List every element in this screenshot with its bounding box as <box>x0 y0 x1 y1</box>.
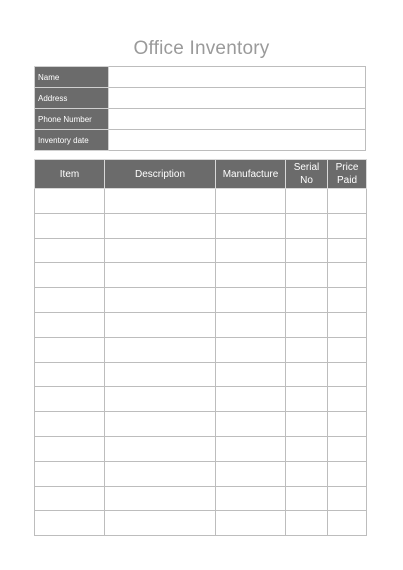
table-row <box>35 412 367 437</box>
serial-no-cell[interactable] <box>286 189 328 214</box>
info-label-inventory-date: Inventory date <box>35 130 109 151</box>
description-cell[interactable] <box>105 511 216 536</box>
info-table <box>34 66 366 151</box>
description-cell[interactable] <box>105 312 216 337</box>
column-header-item <box>35 160 105 189</box>
description-cell[interactable] <box>105 189 216 214</box>
column-header-serial-text-2: No <box>300 175 313 186</box>
table-row <box>35 436 367 461</box>
column-header-description <box>105 160 216 189</box>
column-header-serial-text: Serial <box>293 162 320 173</box>
page-title: Office Inventory <box>133 38 270 59</box>
item-cell[interactable] <box>35 362 105 387</box>
price-paid-cell[interactable] <box>328 337 367 362</box>
table-row <box>35 387 367 412</box>
manufacture-cell[interactable] <box>216 337 286 362</box>
manufacture-cell[interactable] <box>216 362 286 387</box>
price-paid-cell[interactable] <box>328 387 367 412</box>
item-cell[interactable] <box>35 312 105 337</box>
serial-no-cell[interactable] <box>286 436 328 461</box>
item-cell[interactable] <box>35 486 105 511</box>
name-field[interactable] <box>109 67 366 88</box>
price-paid-cell[interactable] <box>328 511 367 536</box>
serial-no-cell[interactable] <box>286 288 328 313</box>
inventory-header-row <box>35 160 367 189</box>
manufacture-cell[interactable] <box>216 213 286 238</box>
manufacture-cell[interactable] <box>216 486 286 511</box>
item-cell[interactable] <box>35 213 105 238</box>
phone-number-field[interactable] <box>109 109 366 130</box>
item-cell[interactable] <box>35 238 105 263</box>
table-row <box>35 337 367 362</box>
manufacture-cell[interactable] <box>216 436 286 461</box>
item-cell[interactable] <box>35 436 105 461</box>
description-cell[interactable] <box>105 387 216 412</box>
table-row <box>35 461 367 486</box>
price-paid-cell[interactable] <box>328 213 367 238</box>
serial-no-cell[interactable] <box>286 238 328 263</box>
info-label-name: Name <box>35 67 109 88</box>
price-paid-cell[interactable] <box>328 312 367 337</box>
column-header-manufacture <box>216 160 286 189</box>
manufacture-cell[interactable] <box>216 263 286 288</box>
column-header-manufacture-text: Manufacture <box>222 168 279 180</box>
description-cell[interactable] <box>105 436 216 461</box>
info-row-phone <box>35 109 366 130</box>
manufacture-cell[interactable] <box>216 387 286 412</box>
table-row <box>35 312 367 337</box>
info-row-address <box>35 88 366 109</box>
column-header-price-text: Price <box>335 162 359 173</box>
price-paid-cell[interactable] <box>328 412 367 437</box>
description-cell[interactable] <box>105 486 216 511</box>
item-cell[interactable] <box>35 461 105 486</box>
item-cell[interactable] <box>35 412 105 437</box>
column-header-description-text: Description <box>134 168 186 180</box>
serial-no-cell[interactable] <box>286 387 328 412</box>
description-cell[interactable] <box>105 461 216 486</box>
info-row-inventory-date <box>35 130 366 151</box>
serial-no-cell[interactable] <box>286 337 328 362</box>
item-cell[interactable] <box>35 511 105 536</box>
table-row <box>35 486 367 511</box>
price-paid-cell[interactable] <box>328 486 367 511</box>
manufacture-cell[interactable] <box>216 238 286 263</box>
price-paid-cell[interactable] <box>328 189 367 214</box>
column-header-price-text-2: Paid <box>336 175 357 186</box>
table-row <box>35 213 367 238</box>
item-cell[interactable] <box>35 387 105 412</box>
item-cell[interactable] <box>35 263 105 288</box>
item-cell[interactable] <box>35 189 105 214</box>
info-label-address: Address <box>35 88 109 109</box>
info-label-phone: Phone Number <box>35 109 109 130</box>
serial-no-cell[interactable] <box>286 362 328 387</box>
manufacture-cell[interactable] <box>216 511 286 536</box>
serial-no-cell[interactable] <box>286 461 328 486</box>
serial-no-cell[interactable] <box>286 312 328 337</box>
table-row <box>35 288 367 313</box>
description-cell[interactable] <box>105 362 216 387</box>
manufacture-cell[interactable] <box>216 189 286 214</box>
manufacture-cell[interactable] <box>216 288 286 313</box>
description-cell[interactable] <box>105 263 216 288</box>
serial-no-cell[interactable] <box>286 263 328 288</box>
description-cell[interactable] <box>105 337 216 362</box>
description-cell[interactable] <box>105 288 216 313</box>
item-cell[interactable] <box>35 288 105 313</box>
serial-no-cell[interactable] <box>286 486 328 511</box>
inventory-table <box>34 159 367 536</box>
table-row <box>35 238 367 263</box>
manufacture-cell[interactable] <box>216 412 286 437</box>
description-cell[interactable] <box>105 213 216 238</box>
price-paid-cell[interactable] <box>328 288 367 313</box>
item-cell[interactable] <box>35 337 105 362</box>
column-header-price-paid <box>328 160 367 189</box>
price-paid-cell[interactable] <box>328 461 367 486</box>
price-paid-cell[interactable] <box>328 436 367 461</box>
info-row-name <box>35 67 366 88</box>
column-header-serial-no <box>286 160 328 189</box>
inventory-date-field[interactable] <box>109 130 366 151</box>
serial-no-cell[interactable] <box>286 511 328 536</box>
description-cell[interactable] <box>105 238 216 263</box>
description-cell[interactable] <box>105 412 216 437</box>
manufacture-cell[interactable] <box>216 461 286 486</box>
serial-no-cell[interactable] <box>286 213 328 238</box>
serial-no-cell[interactable] <box>286 412 328 437</box>
manufacture-cell[interactable] <box>216 312 286 337</box>
address-field[interactable] <box>109 88 366 109</box>
price-paid-cell[interactable] <box>328 238 367 263</box>
table-row <box>35 189 367 214</box>
table-row <box>35 263 367 288</box>
table-row <box>35 511 367 536</box>
price-paid-cell[interactable] <box>328 362 367 387</box>
column-header-item-text: Item <box>59 168 80 180</box>
price-paid-cell[interactable] <box>328 263 367 288</box>
inventory-body <box>35 189 367 536</box>
table-row <box>35 362 367 387</box>
